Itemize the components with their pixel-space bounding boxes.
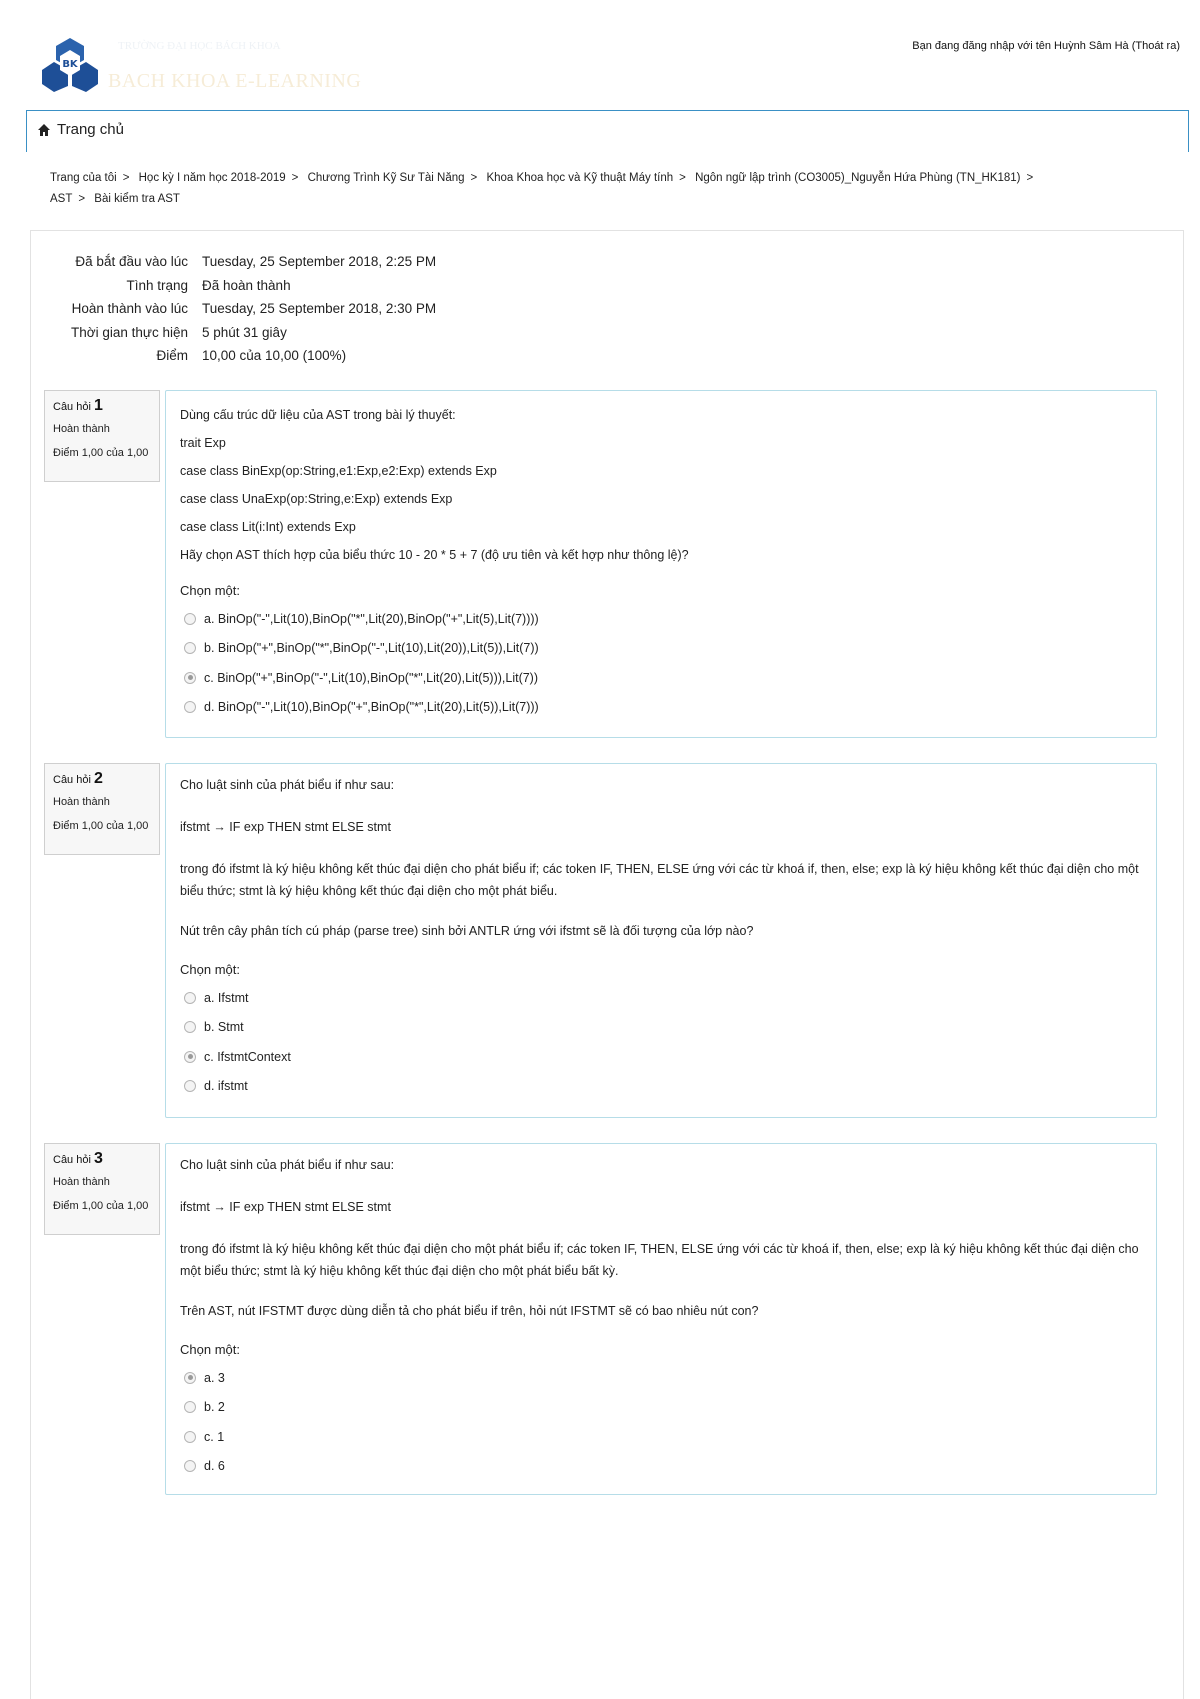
answer-option[interactable] <box>180 634 1142 664</box>
question-text-line: trong đó ifstmt là ký hiệu không kết thúc đại diện cho một phát biểu if; các token IF, THEN, ELSE ứng với các từ khoá if, then, else; exp là ký hiệu không kết thúc đại diện cho một biểu thức; stmt là ký hiệu không kết thúc đại diện cho một phát biểu bất kỳ. <box>180 1242 1139 1278</box>
radio-button-selected[interactable] <box>184 1051 196 1063</box>
question-state: Hoàn thành <box>53 423 110 435</box>
summary-label: Đã bắt đầu vào lúc <box>75 254 188 270</box>
answer-option[interactable] <box>180 1393 1142 1423</box>
radio-button[interactable] <box>184 1460 196 1472</box>
home-icon <box>37 123 51 137</box>
answer-option[interactable] <box>180 663 1142 693</box>
breadcrumb-separator: > <box>679 172 686 184</box>
question-text <box>180 401 1142 569</box>
question-text-line: ifstmt → IF exp THEN stmt ELSE stmt <box>180 1200 391 1214</box>
radio-button[interactable] <box>184 1401 196 1413</box>
radio-button-selected[interactable] <box>184 672 196 684</box>
question-1-info <box>44 390 160 482</box>
summary-value: 5 phút 31 giây <box>202 324 287 340</box>
question-1-content <box>165 390 1157 738</box>
question-text-line: trong đó ifstmt là ký hiệu không kết thúc đại diện cho phát biểu if; các token IF, THEN, ELSE ứng với các từ khoá if, then, else; exp là ký hiệu không kết thúc đại diện cho một biểu thức; stmt là ký hiệu không kết thúc đại diện cho một phát biểu. <box>180 862 1139 898</box>
question-text-line: trait Exp <box>180 436 226 450</box>
radio-button[interactable] <box>184 642 196 654</box>
question-label: Câu hỏi <box>53 1154 91 1166</box>
answer-option[interactable] <box>180 604 1142 634</box>
breadcrumb <box>50 168 1140 210</box>
breadcrumb-separator: > <box>470 172 478 184</box>
question-text-line: case class Lit(i:Int) extends Exp <box>180 520 356 534</box>
answer-label: c. IfstmtContext <box>204 1049 291 1064</box>
login-info[interactable]: Bạn đang đăng nhập với tên Huỳnh Sâm Hà (Thoát ra) <box>912 40 1180 52</box>
summary-row <box>44 297 436 321</box>
breadcrumb-separator: > <box>122 172 130 184</box>
answer-option[interactable] <box>180 1042 1142 1072</box>
university-name: TRƯỜNG ĐẠI HỌC BÁCH KHOA <box>118 40 281 52</box>
radio-button[interactable] <box>184 1021 196 1033</box>
attempt-summary <box>44 250 436 368</box>
answer-label: a. 3 <box>204 1370 225 1385</box>
answer-option[interactable] <box>180 693 1142 723</box>
breadcrumb-item[interactable]: Ngôn ngữ lập trình (CO3005)_Nguyễn Hứa Phùng (TN_HK181) <box>695 172 1021 184</box>
question-label: Câu hỏi <box>53 401 91 413</box>
summary-label: Điểm <box>156 348 188 364</box>
radio-button[interactable] <box>184 1431 196 1443</box>
breadcrumb-separator: > <box>1026 172 1034 184</box>
summary-row <box>44 321 436 345</box>
page-header <box>40 36 1180 96</box>
question-number: 3 <box>93 1150 103 1167</box>
question-2-content <box>165 763 1157 1118</box>
answer-label: b. BinOp("+",BinOp("*",BinOp("-",Lit(10),Lit(20)),Lit(5)),Lit(7)) <box>204 641 539 656</box>
answer-label: a. Ifstmt <box>204 990 249 1005</box>
answer-prompt: Chọn một: <box>180 1342 240 1357</box>
breadcrumb-item[interactable]: Khoa Khoa học và Kỹ thuật Máy tính <box>486 172 674 184</box>
question-text-line: Hãy chọn AST thích hợp của biểu thức 10 - 20 * 5 + 7 (độ ưu tiên và kết hợp như thông lệ)? <box>180 548 689 562</box>
breadcrumb-item[interactable]: Học kỳ I năm học 2018-2019 <box>138 172 286 184</box>
question-state: Hoàn thành <box>53 1176 110 1188</box>
answer-option[interactable] <box>180 983 1142 1013</box>
answer-option[interactable] <box>180 1452 1142 1482</box>
home-bar <box>26 110 1189 152</box>
answer-label: b. Stmt <box>204 1020 244 1035</box>
question-text <box>180 1154 1142 1322</box>
answer-list <box>180 1363 1142 1481</box>
question-text-line: Cho luật sinh của phát biểu if như sau: <box>180 778 395 792</box>
answer-label: b. 2 <box>204 1400 225 1415</box>
radio-button[interactable] <box>184 1080 196 1092</box>
answer-label: a. BinOp("-",Lit(10),BinOp("*",Lit(20),BinOp("+",Lit(5),Lit(7)))) <box>204 611 539 626</box>
question-label: Câu hỏi <box>53 774 91 786</box>
question-text <box>180 774 1142 942</box>
answer-option[interactable] <box>180 1013 1142 1043</box>
answer-list <box>180 983 1142 1101</box>
summary-value: Đã hoàn thành <box>202 277 291 293</box>
answer-prompt: Chọn một: <box>180 583 240 598</box>
bk-logo[interactable] <box>40 36 100 94</box>
answer-option[interactable] <box>180 1072 1142 1102</box>
radio-button[interactable] <box>184 701 196 713</box>
question-number: 1 <box>93 397 103 414</box>
summary-value: Tuesday, 25 September 2018, 2:30 PM <box>202 301 437 317</box>
question-2-info <box>44 763 160 855</box>
site-title: BACH KHOA E-LEARNING <box>108 70 362 92</box>
summary-row <box>44 250 436 274</box>
radio-button[interactable] <box>184 613 196 625</box>
question-text-line: Nút trên cây phân tích cú pháp (parse tree) sinh bởi ANTLR ứng với ifstmt sẽ là đối tượng của lớp nào? <box>180 924 754 938</box>
answer-option[interactable] <box>180 1363 1142 1393</box>
breadcrumb-item[interactable]: AST <box>50 193 73 205</box>
summary-row <box>44 274 436 298</box>
question-grade: Điểm 1,00 của 1,00 <box>53 447 149 459</box>
answer-label: c. 1 <box>204 1429 225 1444</box>
summary-value: 10,00 của 10,00 (100%) <box>202 348 347 364</box>
summary-label: Tình trạng <box>126 277 188 293</box>
breadcrumb-separator: > <box>291 172 299 184</box>
question-text-line: ifstmt → IF exp THEN stmt ELSE stmt <box>180 820 391 834</box>
summary-row <box>44 344 436 368</box>
question-text-line: Dùng cấu trúc dữ liệu của AST trong bài lý thuyết: <box>180 408 456 422</box>
answer-label: d. 6 <box>204 1459 225 1474</box>
answer-list <box>180 604 1142 722</box>
summary-label: Hoàn thành vào lúc <box>71 301 188 317</box>
svg-text:BK: BK <box>62 59 78 70</box>
question-3-content <box>165 1143 1157 1495</box>
question-state: Hoàn thành <box>53 796 110 808</box>
question-text-line: case class UnaExp(op:String,e:Exp) extends Exp <box>180 492 453 506</box>
question-3-info <box>44 1143 160 1235</box>
summary-label: Thời gian thực hiện <box>71 324 188 340</box>
radio-button[interactable] <box>184 992 196 1004</box>
question-grade: Điểm 1,00 của 1,00 <box>53 1200 149 1212</box>
answer-label: c. BinOp("+",BinOp("-",Lit(10),BinOp("*",Lit(20),Lit(5))),Lit(7)) <box>204 670 539 685</box>
breadcrumb-separator: > <box>78 193 86 205</box>
question-number: 2 <box>93 770 103 787</box>
breadcrumb-item[interactable]: Chương Trình Kỹ Sư Tài Năng <box>307 172 465 184</box>
question-text-line: Cho luật sinh của phát biểu if như sau: <box>180 1158 395 1172</box>
summary-value: Tuesday, 25 September 2018, 2:25 PM <box>202 254 437 270</box>
answer-prompt: Chọn một: <box>180 962 240 977</box>
question-text-line: Trên AST, nút IFSTMT được dùng diễn tả cho phát biểu if trên, hỏi nút IFSTMT sẽ có bao nhiêu nút con? <box>180 1304 759 1318</box>
radio-button-selected[interactable] <box>184 1372 196 1384</box>
answer-label: d. ifstmt <box>204 1079 248 1094</box>
question-text-line: case class BinExp(op:String,e1:Exp,e2:Exp) extends Exp <box>180 464 497 478</box>
breadcrumb-item-current[interactable]: Bài kiểm tra AST <box>94 193 180 205</box>
answer-label: d. BinOp("-",Lit(10),BinOp("+",BinOp("*",Lit(20),Lit(5)),Lit(7))) <box>204 700 539 715</box>
home-link[interactable]: Trang chủ <box>57 121 124 138</box>
answer-option[interactable] <box>180 1422 1142 1452</box>
question-grade: Điểm 1,00 của 1,00 <box>53 820 149 832</box>
breadcrumb-item[interactable]: Trang của tôi <box>50 172 117 184</box>
